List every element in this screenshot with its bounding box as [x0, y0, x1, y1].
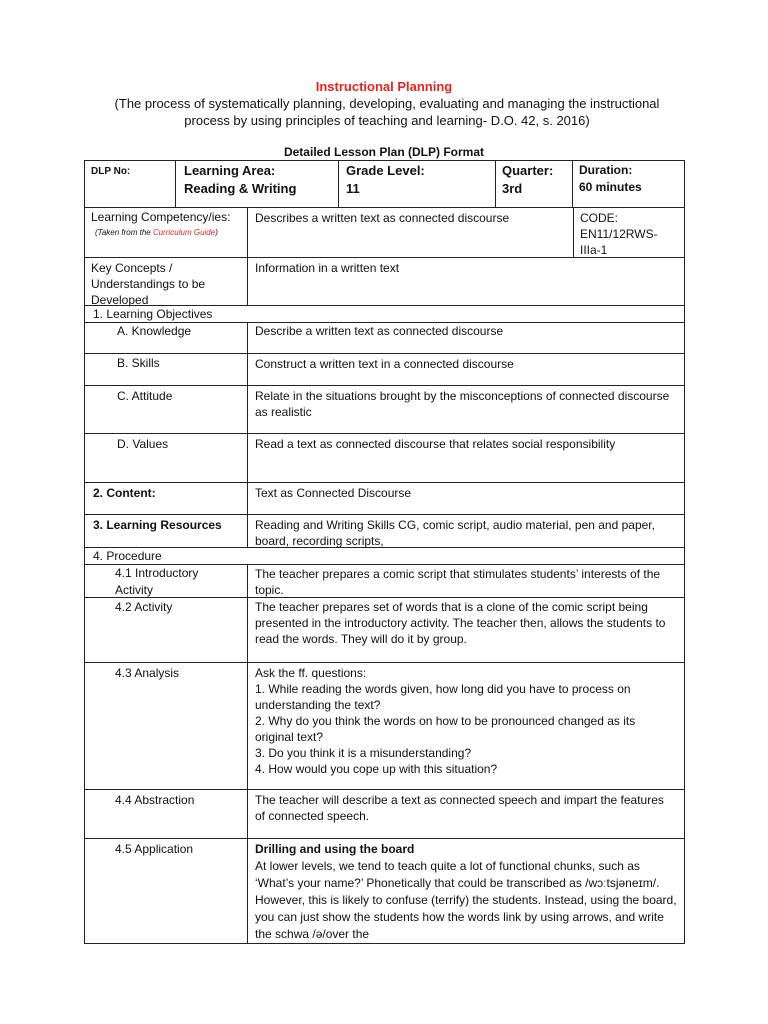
- analysis-question-1: 1. While reading the words given, how long did you have to process on understanding the text?: [255, 682, 631, 712]
- key-concepts-value: Information in a written text: [247, 257, 685, 306]
- values-value: Read a text as connected discourse that relates social responsibility: [247, 433, 685, 483]
- knowledge-label: A. Knowledge: [84, 322, 248, 354]
- attitude-label: C. Attitude: [84, 385, 248, 434]
- analysis-question-2: 2. Why do you think the words on how to be pronounced changed as its original text?: [255, 714, 636, 744]
- code-label: CODE:: [580, 211, 619, 225]
- attitude-value: Relate in the situations brought by the misconceptions of connected discourse as realistic: [247, 385, 685, 434]
- skills-value: Construct a written text in a connected discourse: [247, 353, 685, 386]
- key-concepts-label: Key Concepts / Understandings to be Developed: [84, 257, 248, 306]
- knowledge-value: Describe a written text as connected discourse: [247, 322, 685, 354]
- learning-objectives-header: 1. Learning Objectives: [84, 305, 685, 323]
- learning-area-cell: [175, 160, 339, 208]
- analysis-intro: Ask the ff. questions:: [255, 666, 367, 680]
- dlp-format-title: Detailed Lesson Plan (DLP) Format: [283, 145, 485, 159]
- curriculum-guide-link: Curriculum Guide: [152, 228, 216, 237]
- duration-label: Duration:: [579, 163, 633, 177]
- quarter-cell: [495, 160, 573, 208]
- learning-area-label: Learning Area:: [184, 163, 276, 178]
- application-heading: Drilling and using the board: [255, 842, 415, 856]
- content-label: 2. Content:: [84, 482, 248, 515]
- analysis-label: 4.3 Analysis: [84, 662, 248, 790]
- dlp-no-cell: [84, 160, 176, 208]
- application-value: [247, 838, 685, 944]
- content-value: Text as Connected Discourse: [247, 482, 685, 515]
- application-text: At lower levels, we tend to teach quite a lot of functional chunks, such as ‘What’s your name?’ Phonetically that could be transcribed as /wɔːtsjəneɪm/. However, this is likely to confuse (terrify) the students. Instead, using the board, you can just show the students how the words link by using arrows, and write the schwa /ə/over the: [255, 859, 677, 941]
- competency-label-cell: [84, 207, 248, 258]
- activity-label: 4.2 Activity: [84, 597, 248, 663]
- introductory-activity-label: 4.1 Introductory Activity: [84, 564, 248, 598]
- duration-value: 60 minutes: [579, 180, 642, 194]
- code-value: EN11/12RWS-IIIa-1: [580, 227, 658, 257]
- dlp-no-label: DLP No:: [91, 166, 131, 177]
- activity-value: The teacher prepares set of words that is a clone of the comic script being presented in the introductory activity. The teacher then, allows the students to read the words. They will do it by group.: [247, 597, 685, 663]
- page-title: Instructional Planning: [315, 79, 453, 94]
- application-label: 4.5 Application: [84, 838, 248, 944]
- duration-cell: [572, 160, 685, 208]
- procedure-header: 4. Procedure: [84, 547, 685, 565]
- grade-level-label: Grade Level:: [346, 163, 425, 178]
- abstraction-label: 4.4 Abstraction: [84, 789, 248, 839]
- code-cell: [573, 207, 685, 258]
- values-label: D. Values: [84, 433, 248, 483]
- introductory-activity-value: The teacher prepares a comic script that stimulates students’ interests of the topic.: [247, 564, 685, 598]
- page-subtitle: (The process of systematically planning, developing, evaluating and managing the instructional process by using principles of teaching and learning- D.O. 42, s. 2016): [114, 96, 660, 128]
- skills-label: B. Skills: [84, 353, 248, 386]
- competency-value-cell: Describes a written text as connected discourse: [247, 207, 574, 258]
- analysis-value: [247, 662, 685, 790]
- analysis-question-3: 3. Do you think it is a misunderstanding?: [255, 746, 472, 760]
- abstraction-value: The teacher will describe a text as connected speech and impart the features of connected speech.: [247, 789, 685, 839]
- learning-resources-value: Reading and Writing Skills CG, comic script, audio material, pen and paper, board, recording scripts,: [247, 514, 685, 548]
- quarter-value: 3rd: [502, 181, 523, 196]
- learning-area-value: Reading & Writing: [184, 181, 297, 196]
- analysis-question-4: 4. How would you cope up with this situation?: [255, 762, 498, 776]
- quarter-label: Quarter:: [502, 163, 554, 178]
- learning-resources-label: 3. Learning Resources: [84, 514, 248, 548]
- competency-label: Learning Competency/ies:: [91, 210, 231, 224]
- competency-note: (Taken from the Curriculum Guide): [95, 228, 218, 237]
- grade-level-value: 11: [346, 181, 360, 196]
- grade-level-cell: [338, 160, 496, 208]
